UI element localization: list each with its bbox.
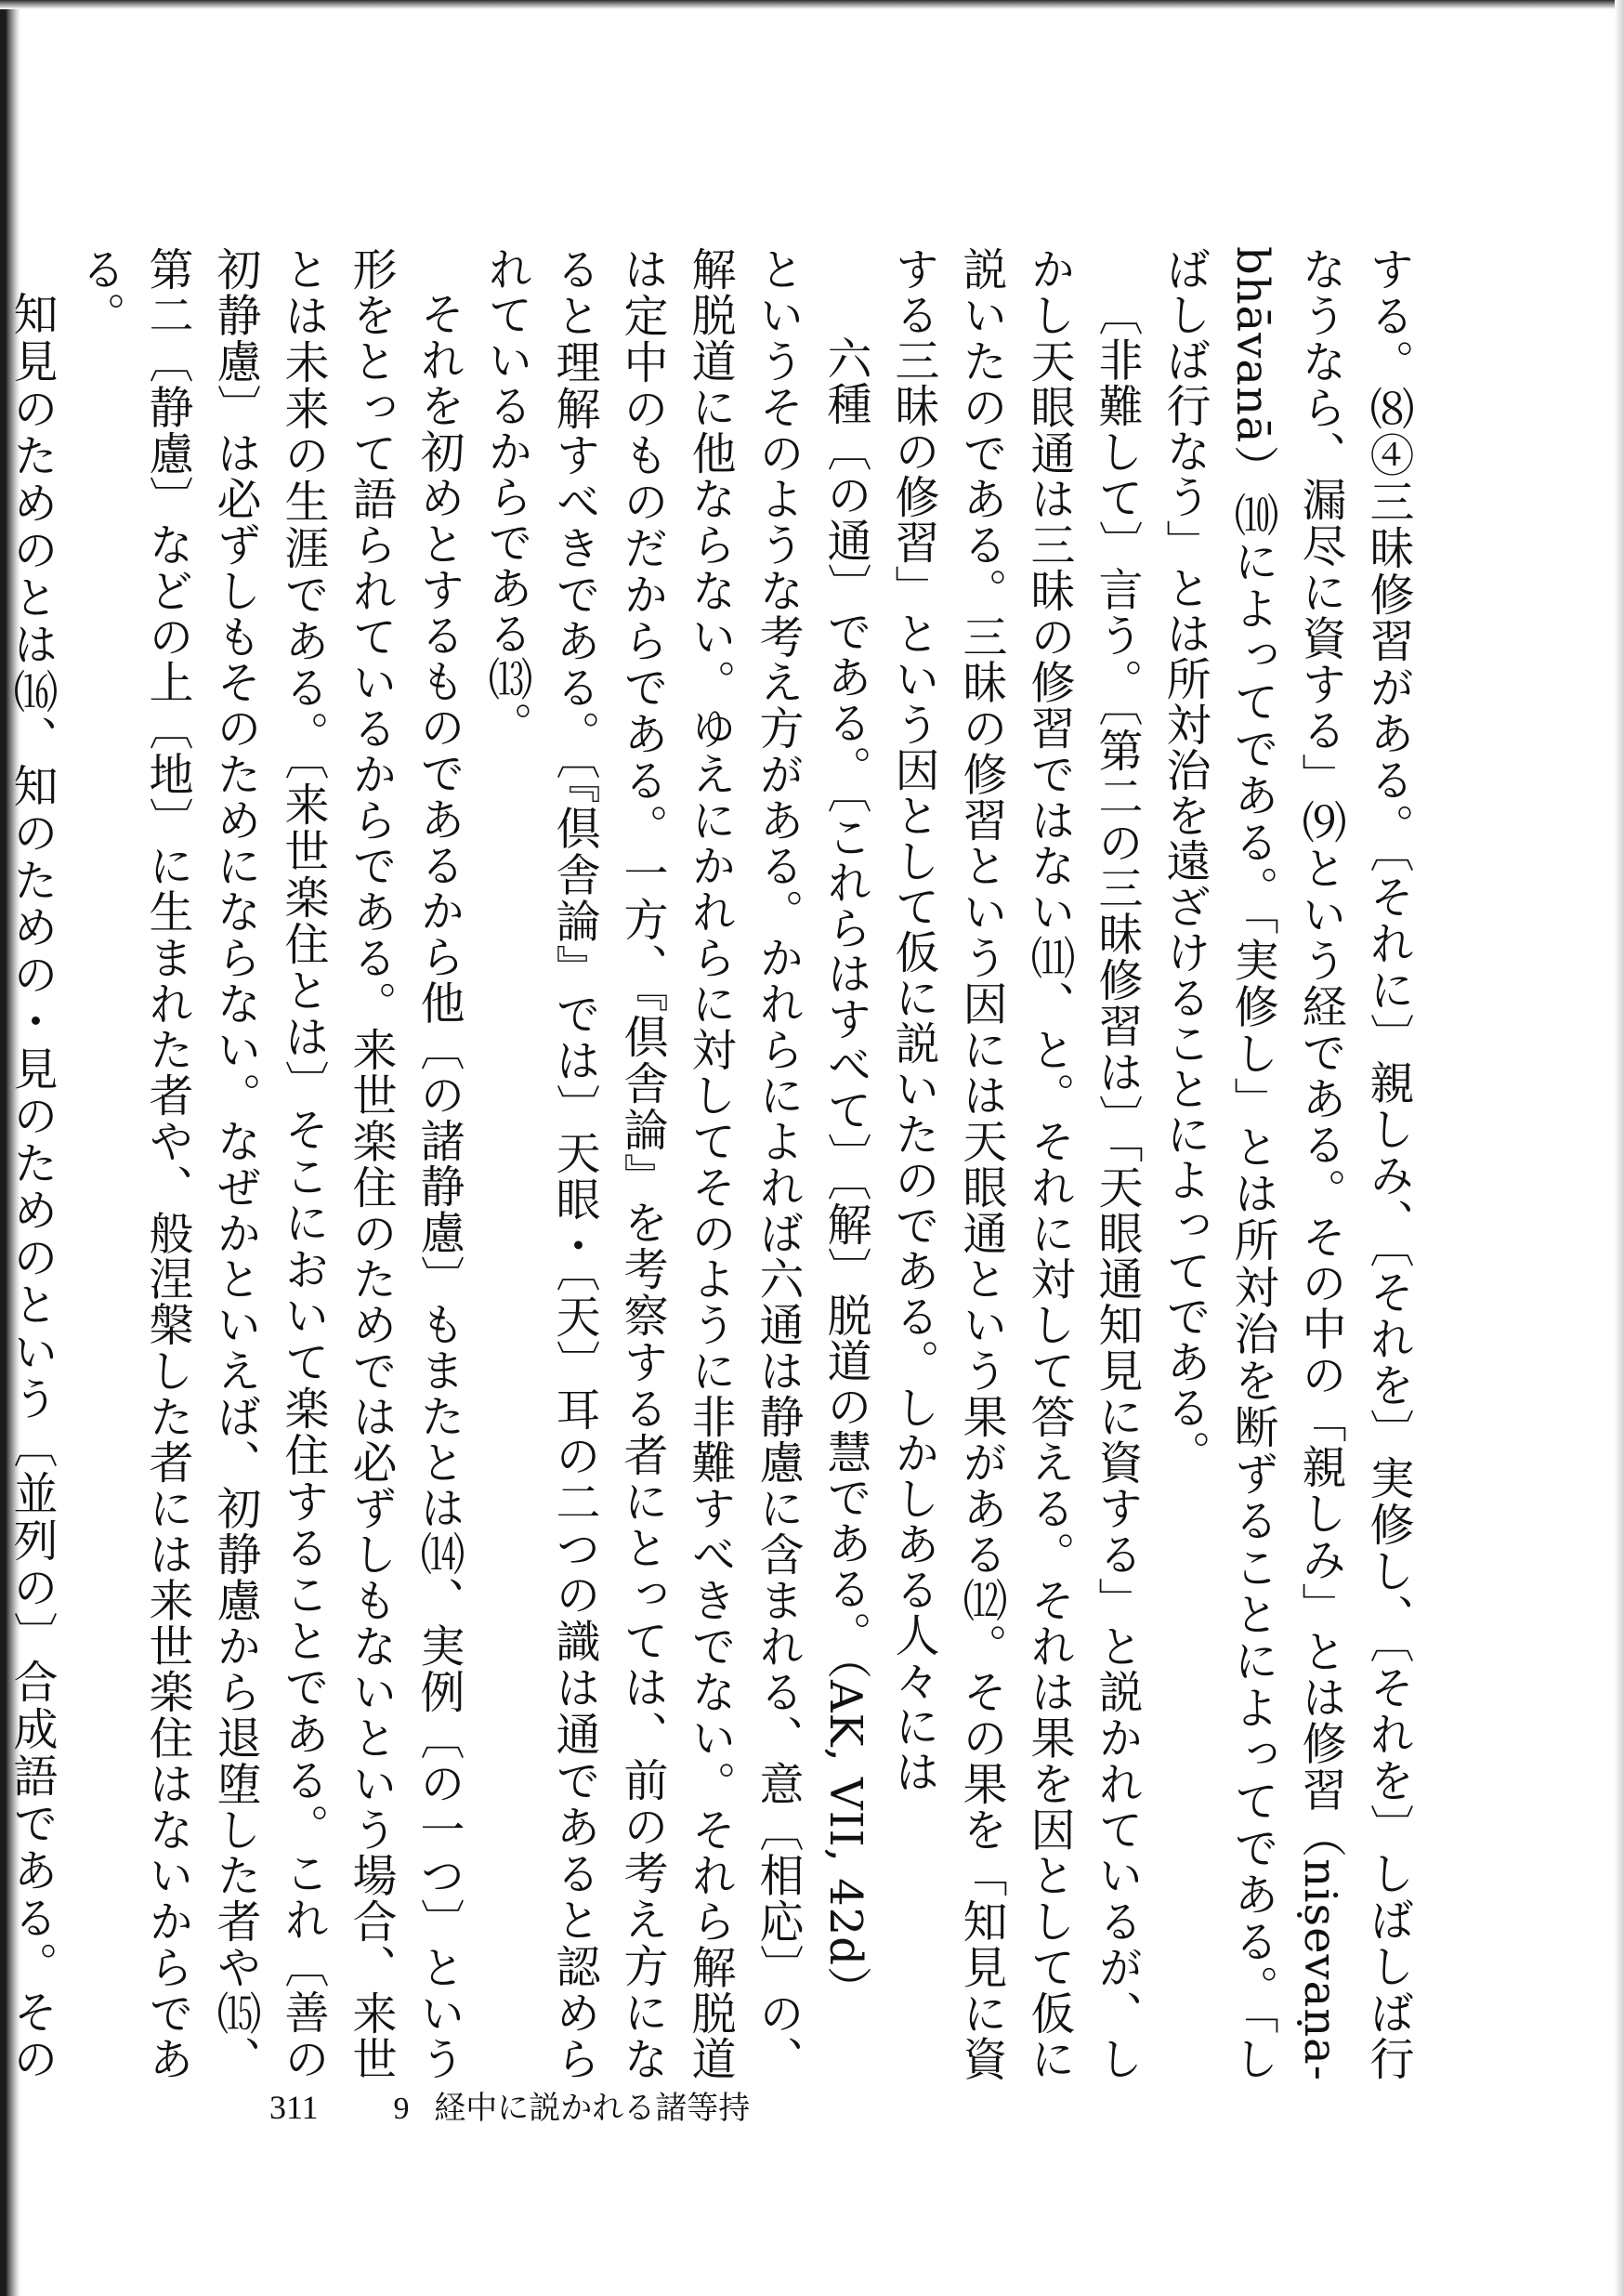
chapter-number: 9 [393, 2092, 410, 2126]
paragraph-5: 知見のためのとは⒃、知のための・見のためのという〔並列の〕合成語である。その [6, 291, 58, 2081]
paragraph-2: 〔非難して〕言う。〔第二の三昧修習は〕「天眼通知見に資する」と説かれているが、しかし天眼通は三昧の修習ではない⑾、と。それに対して答える。それは果を因として仮に説いたのである。三昧の修習という因には天眼通という果がある⑿。その果を「知見に資する三昧の修習」という因として仮に説いたのである。しかしある人々には [887, 246, 1143, 2082]
scan-edge-right [1615, 0, 1624, 2296]
paragraph-4: それを初めとするものであるから他〔の諸静慮〕もまたとは⒁、実例〔の一つ〕という形をとって語られているからである。来世楽住のためでは必ずしもないという場合、来世とは未来の生涯である。〔来世楽住とは〕そこにおいて楽住することである。これ〔善の初静慮〕は必ずしもそのためにならない。なぜかといえば、初静慮から退堕した者や⒂、第二〔静慮〕などの上〔地〕に生まれた者や、般涅槃した者には来世楽住はないからである。 [73, 246, 465, 2082]
paragraph-1: する。⑻④三昧修習がある。〔それに〕親しみ、〔それを〕実修し、〔それを〕しばしば行なうなら、漏尽に資する」⑼という経である。その中の「親しみ」とは修習（niṣevaṇa-bhāvanā）⑽によってである。「実修し」とは所対治を断ずることによってである。「しばしば行なう」とは所対治を遠ざけることによってである。 [1159, 246, 1414, 2081]
verse-quote: 六種〔の通〕である。〔これらはすべて〕〔解〕脱道の慧である。（AK, VII, 42d） [819, 335, 871, 2012]
vertical-text-body [6, 246, 1421, 2082]
paragraph-3: というそのような考え方がある。かれらによれば六通は静慮に含まれる、意〔相応〕の、解脱道に他ならない。ゆえにかれらに対してそのように非難すべきでない。それら解脱道は定中のものだからである。一方、『倶舎論』を考察する者にとっては、前の考え方になると理解すべきである。〔『倶舎論』では〕天眼・〔天〕耳の二つの識は通であると認められているからである⒀。 [480, 246, 804, 2081]
page-number: 311 [269, 2089, 319, 2126]
running-footer [269, 2080, 750, 2135]
chapter-title: 経中に説かれる諸等持 [434, 2090, 751, 2127]
scan-edge-top [0, 0, 1624, 9]
